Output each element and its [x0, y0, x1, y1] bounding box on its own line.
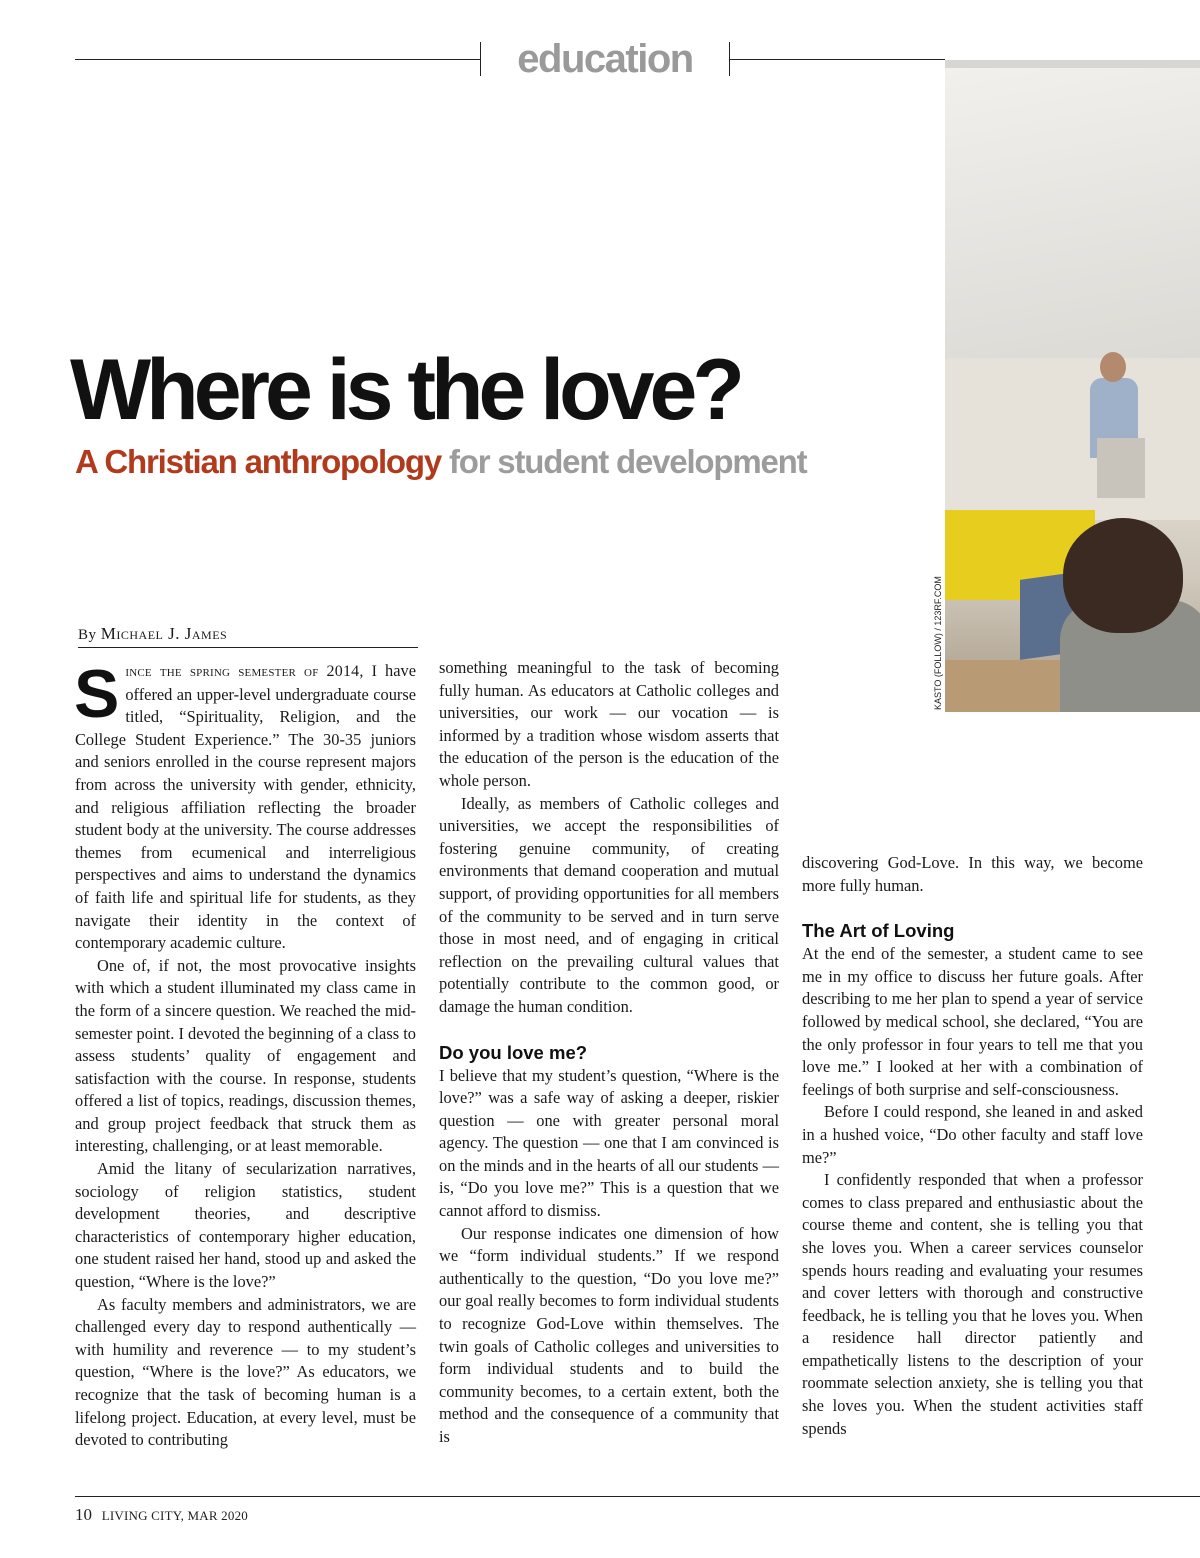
paragraph: I believe that my student’s question, “Where is the love?” was a safe way of asking a deeper, riskier question — one with greater personal moral agency. The question — one that I am convinced is on the minds and in the hearts of all our students — is, “Do you love me?” This is a question that we cannot afford to dismiss. — [439, 1065, 779, 1221]
photo-podium — [1097, 438, 1145, 498]
article-column-2 — [439, 657, 779, 1449]
subheading: Do you love me? — [439, 1041, 588, 1063]
subtitle-grey: for student development — [448, 443, 807, 480]
header-rule-left — [75, 59, 480, 60]
subtitle-red: A Christian anthropology — [75, 443, 441, 480]
paragraph: discovering God-Love. In this way, we become more fully human. — [802, 853, 1143, 895]
paragraph: At the end of the semester, a student came to see me in my office to discuss her future goals. After describing to me her plan to spend a year of service followed by medical school, she declared, “You are the only professor in four years to tell me that you love me.” I looked at her with a combination of feelings of both surprise and self-consciousness. — [802, 944, 1143, 1099]
photo-projection-screen — [945, 68, 1200, 358]
page-footer — [75, 1496, 1200, 1524]
paragraph: something meaningful to the task of becoming fully human. As educators at Catholic colleges and universities, our work — our vocation — is informed by a tradition whose wisdom asserts that the education of the person is the education of the whole person. — [439, 658, 779, 790]
header-rule-right — [730, 59, 945, 60]
paragraph: Our response indicates one dimension of how we “form individual students.” If we respond authentically to the question, “Do you love me?” our goal really becomes to form individual students to recognize God-Love within themselves. The twin goals of Catholic colleges and universities to form individual students and to build the community becomes, to a certain extent, both the method and the consequence of a community that is — [439, 1223, 779, 1446]
subheading: The Art of Loving — [802, 920, 955, 942]
lead-in: ince the spring semester of 2014, I — [125, 663, 378, 680]
article-column-1 — [74, 656, 416, 1452]
paragraph — [74, 656, 416, 955]
byline-author: Michael J. James — [100, 624, 228, 643]
page-number: 10 — [75, 1505, 92, 1524]
photo-credit: KASTO (FOLLOW) / 123RF.COM — [933, 576, 943, 710]
paragraph: Amid the litany of secularization narratives, sociology of religion statistics, student development theories, and descriptive characteristics of contemporary higher education, one student raised her hand, stood up and asked the question, “Where is the love?” — [75, 1159, 416, 1292]
photo-wall — [945, 360, 1200, 520]
paragraph: Before I could respond, she leaned in and asked in a hushed voice, “Do other faculty and staff love me?” — [802, 1102, 1143, 1167]
article-title: Where is the love? — [70, 342, 740, 438]
photo-lecturer-head — [1100, 352, 1126, 382]
section-label: education — [517, 37, 693, 81]
photo-student-head — [1063, 518, 1183, 633]
article-column-3 — [802, 852, 1143, 1440]
paragraph: Ideally, as members of Catholic colleges and universities, we accept the responsibilities of fostering genuine community, of creating environments that demand cooperation and mutual support, of providing opportunities for all members of the community to be served and in turn serve those in most need, and of engaging in critical reflection on the prevailing cultural values that potentially contribute to the common good, or damage the human condition. — [439, 793, 779, 1016]
paragraph: One of, if not, the most provocative insights with which a student illuminated my class came in the form of a sincere question. We reached the mid-semester point. I devoted the beginning of a class to assess students’ quality of engagement and satisfaction with the course. In response, students offered a list of topics, readings, discussion themes, and group project feedback that struck them as interesting, challenging, or at least memorable. — [75, 955, 416, 1156]
paragraph-text: have offered an upper-level undergraduate course titled, “Spirituality, Religion, and the College Student Experience.” The 30-35 juniors and seniors enrolled in the course represent majors from across the university with gender, ethnicity, and religious affiliation reflecting the broader student body at the university. The course addresses themes from ecumenical and interreligious perspectives and aims to understand the dynamics of faith life and spiritual life for students, as they navigate their identity in the context of contemporary academic culture. — [75, 661, 416, 953]
paragraph: As faculty members and administrators, we are challenged every day to respond authentically — with humility and reverence — to my student’s question, “Where is the love?” As educators, we recognize that the task of becoming human is a lifelong project. Education, at every level, must be devoted to contributing — [75, 1294, 416, 1450]
drop-cap: S — [74, 656, 120, 732]
paragraph: I confidently responded that when a professor comes to class prepared and enthusiastic about the course theme and content, she is telling you that she loves you. When a career services counselor spends hours reading and evaluating your resumes and cover letters with thorough and constructive feedback, he is telling you that he loves you. When a residence hall director patiently and empathetically listens to the description of your roommate selection anxiety, she is telling you that she loves you. When the student activities staff spends — [802, 1170, 1143, 1438]
section-header — [75, 36, 945, 82]
publication-info: LIVING CITY, MAR 2020 — [101, 1508, 248, 1523]
byline — [78, 624, 418, 648]
classroom-photo — [945, 60, 1200, 712]
article-subtitle — [75, 440, 806, 484]
byline-prefix: By — [78, 627, 97, 643]
